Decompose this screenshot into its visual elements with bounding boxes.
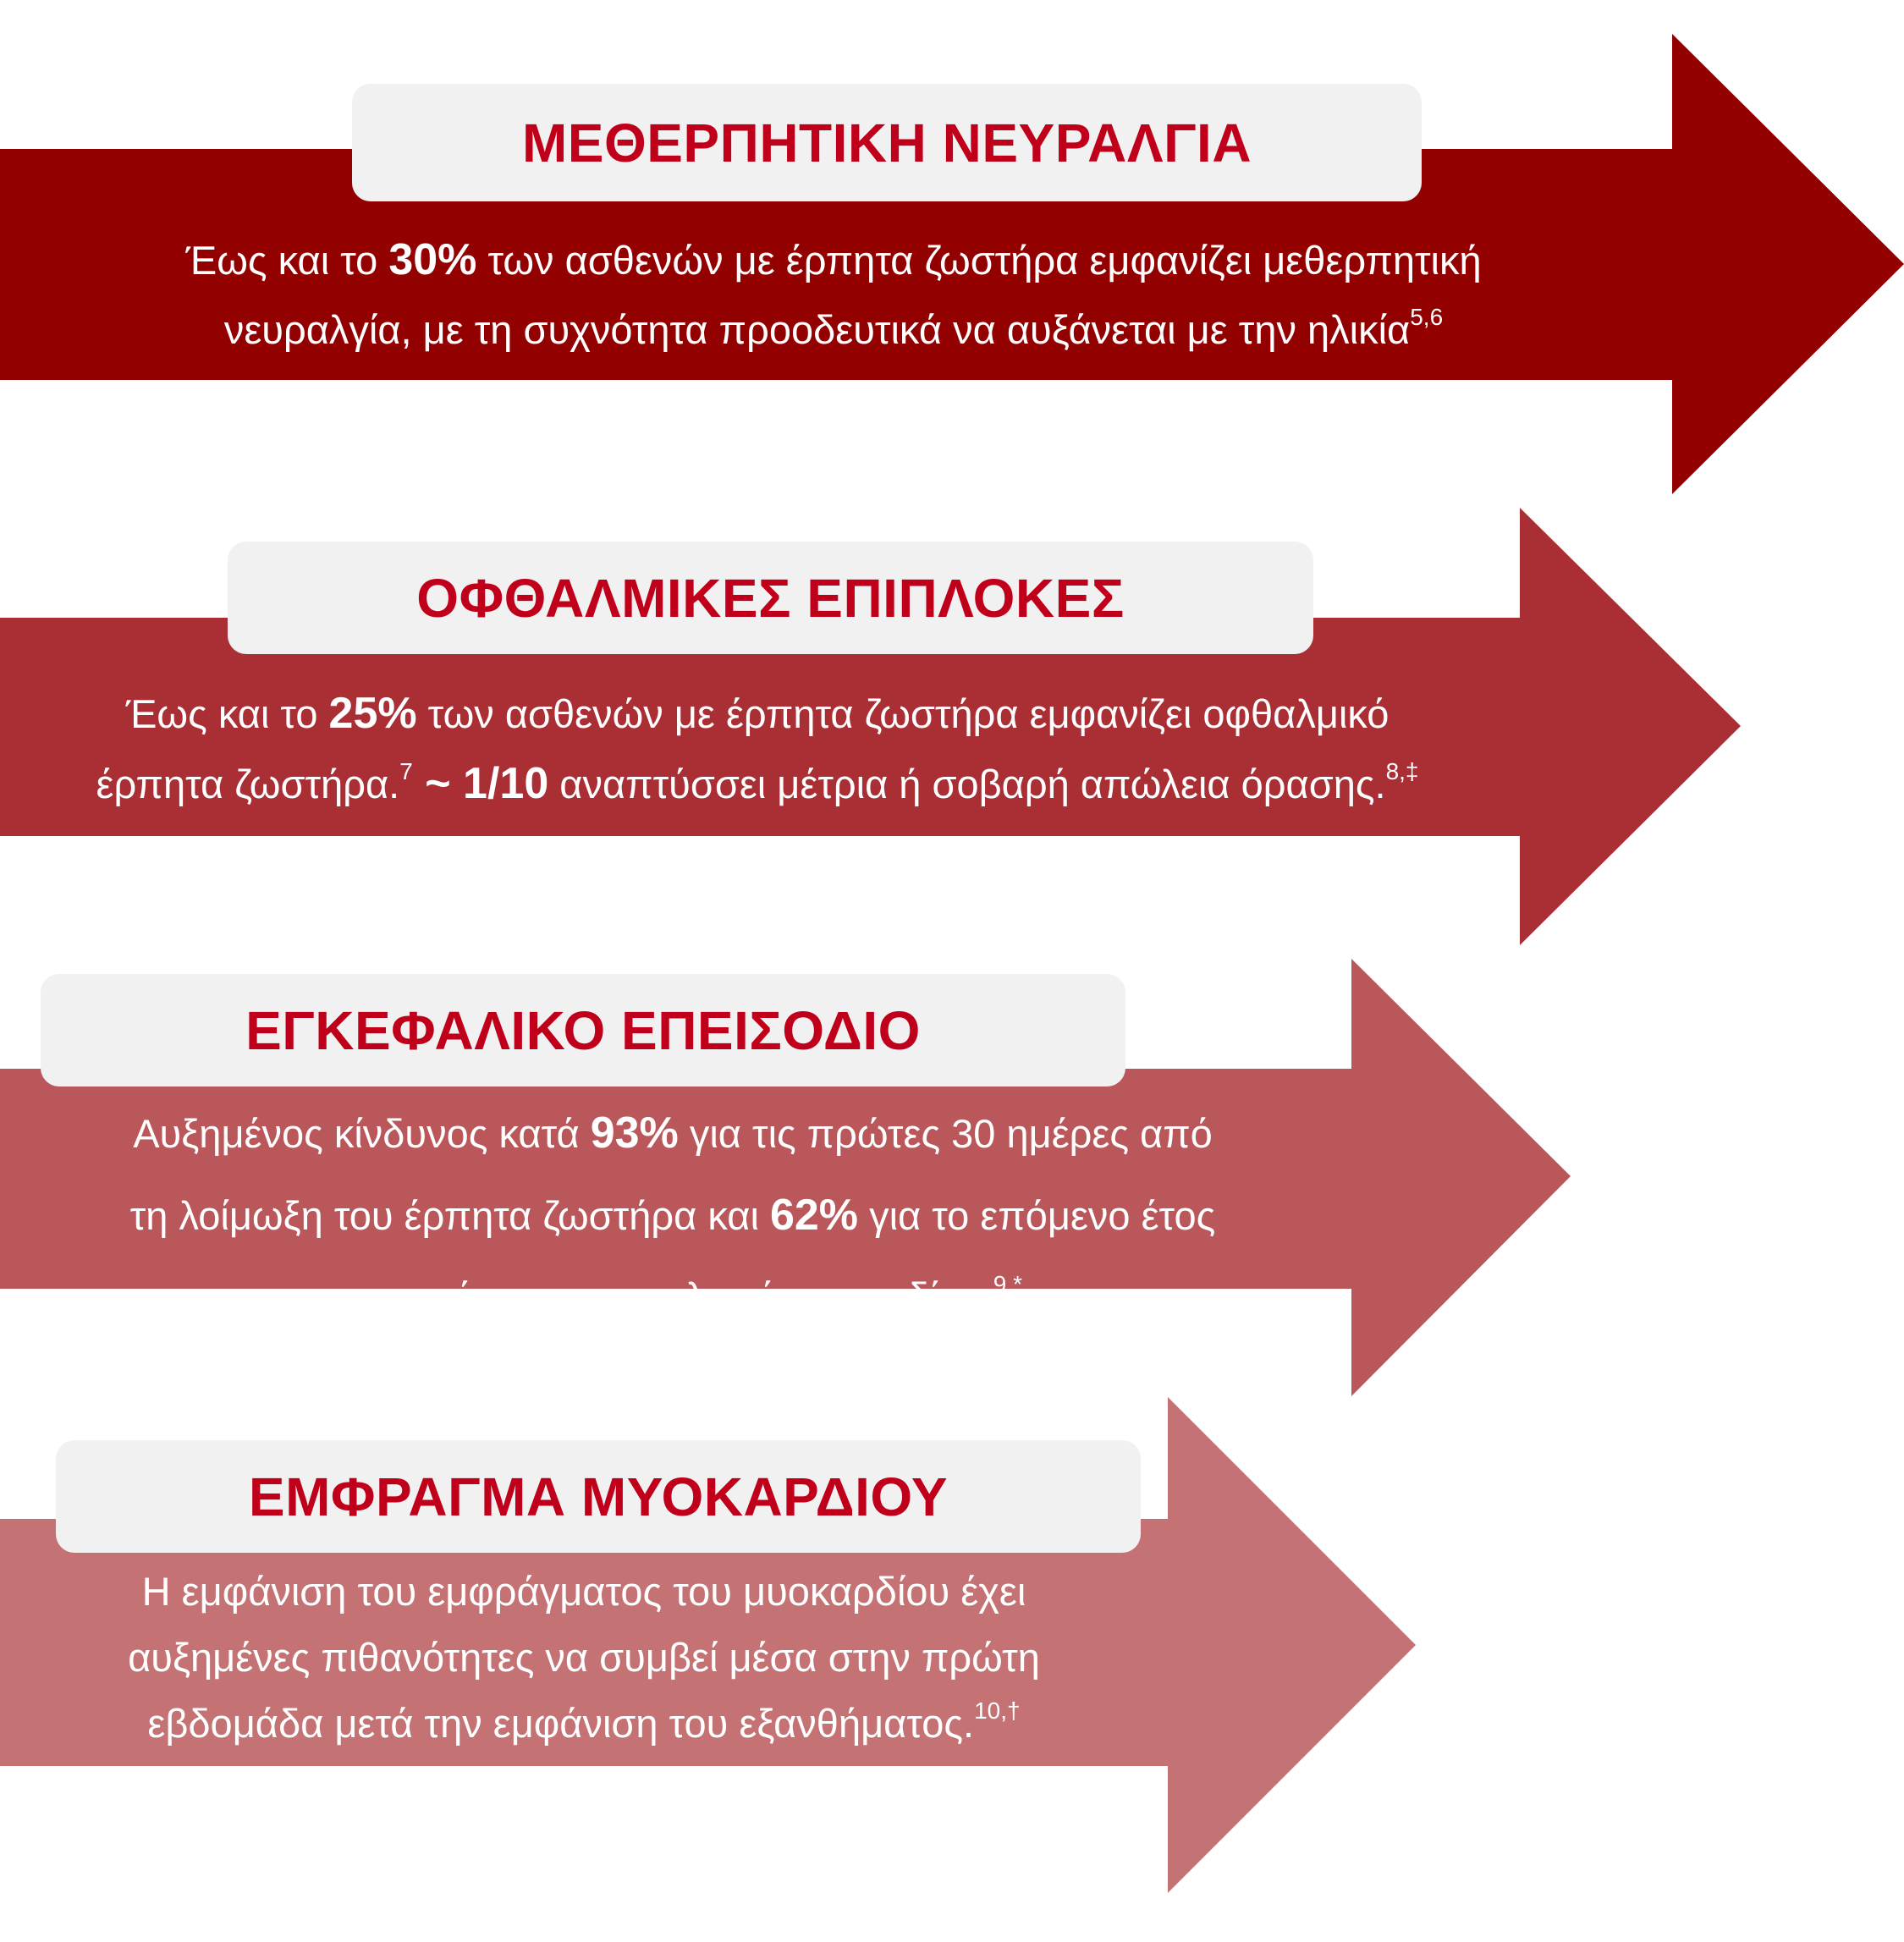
title-postherpetic-neuralgia: [352, 84, 1422, 201]
reference-superscript: 9,*: [993, 1271, 1022, 1297]
block-title: ΟΦΘΑΛΜΙΚΕΣ ΕΠΙΠΛΟΚΕΣ: [416, 567, 1125, 629]
block-title: ΜΕΘΕΡΠΗΤΙΚΗ ΝΕΥΡΑΛΓΙΑ: [521, 112, 1252, 173]
text-line: αυξημένες πιθανότητες να συμβεί μέσα στην πρώτη: [128, 1635, 1040, 1680]
text-line: τη λοίμωξη του έρπητα ζωστήρα και 62% για το επόμενο έτος: [129, 1191, 1216, 1240]
reference-superscript: 7: [399, 758, 413, 784]
text-line: Η εμφάνιση του εμφράγματος του μυοκαρδίου έχει: [141, 1569, 1026, 1614]
reference-superscript: 5,6: [1410, 304, 1444, 330]
title-myocardial-infarction: [56, 1440, 1141, 1553]
text-line: εβδομάδα μετά την εμφάνιση του εξανθήματος.$^{10,\dagger}$: [147, 1697, 1021, 1746]
text-line: για εμφάνιση εγκεφαλικού επεισοδίου.$^{9,*}$: [323, 1271, 1022, 1319]
text-ophthalmic-complications: [0, 679, 1515, 819]
block-title: ΕΜΦΡΑΓΜΑ ΜΥΟΚΑΡΔΙΟΥ: [248, 1466, 949, 1527]
text-myocardial-infarction: [0, 1559, 1168, 1757]
text-stroke: [0, 1092, 1345, 1338]
reference-superscript: 8,‡: [1385, 758, 1419, 784]
text-line: έρπητα ζωστήρα.$^7$ ~ 1/10 αναπτύσσει μέτρια ή σοβαρή απώλεια όρασης.$^{8,\ddagger}$: [96, 758, 1419, 808]
text-line: Έως και το 30% των ασθενών με έρπητα ζωστήρα εμφανίζει μεθερπητική: [185, 235, 1482, 284]
text-line: νευραλγία, με τη συχνότητα προοδευτικά να αυξάνεται με την ηλικία$^{5,6}$: [223, 304, 1444, 352]
text-postherpetic-neuralgia: [0, 225, 1667, 365]
title-stroke: [41, 974, 1125, 1087]
text-line: Αυξημένος κίνδυνος κατά 93% για τις πρώτες 30 ημέρες από: [133, 1109, 1213, 1158]
reference-superscript: 10,†: [974, 1697, 1021, 1724]
title-ophthalmic-complications: [228, 542, 1313, 654]
block-title: ΕΓΚΕΦΑΛΙΚΟ ΕΠΕΙΣΟΔΙΟ: [245, 999, 921, 1061]
text-line: Έως και το 25% των ασθενών με έρπητα ζωστήρα εμφανίζει οφθαλμικό: [125, 689, 1389, 738]
